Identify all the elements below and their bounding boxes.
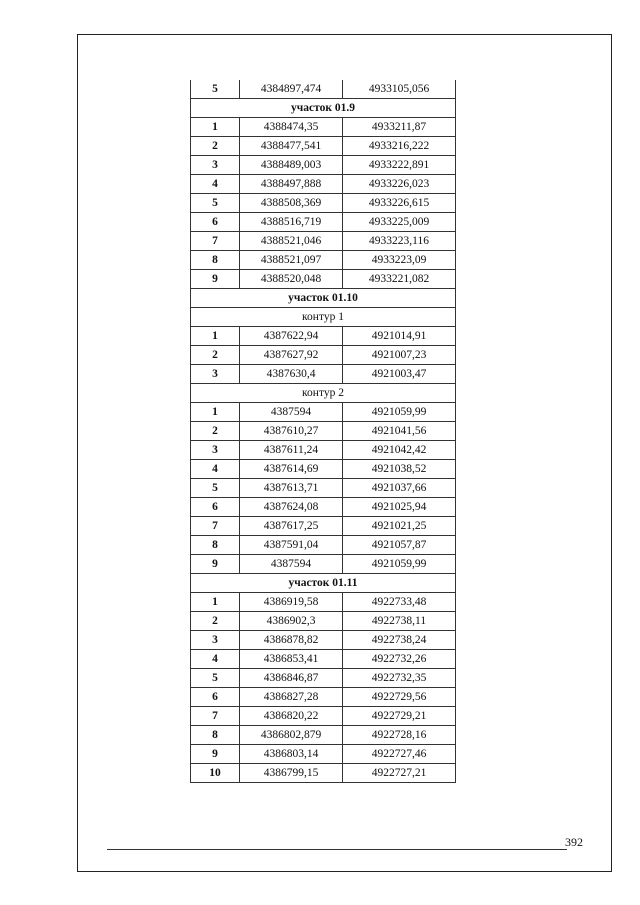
table-row	[191, 403, 456, 422]
point-number-cell: 2	[191, 612, 240, 631]
x-coordinate-cell: 4386802,879	[240, 726, 343, 745]
table-row	[191, 555, 456, 574]
y-coordinate-cell: 4921042,42	[343, 441, 456, 460]
point-number-cell: 1	[191, 327, 240, 346]
contour-title: контур 1	[191, 308, 456, 327]
point-number-cell: 7	[191, 517, 240, 536]
point-number-cell: 3	[191, 441, 240, 460]
table-row	[191, 213, 456, 232]
y-coordinate-cell: 4922733,48	[343, 593, 456, 612]
y-coordinate-cell: 4922738,11	[343, 612, 456, 631]
section-header-row	[191, 574, 456, 593]
contour-title: контур 2	[191, 384, 456, 403]
section-header-row	[191, 289, 456, 308]
point-number-cell: 5	[191, 194, 240, 213]
x-coordinate-cell: 4388497,888	[240, 175, 343, 194]
table-row	[191, 460, 456, 479]
y-coordinate-cell: 4933223,09	[343, 251, 456, 270]
section-title: участок 01.9	[191, 99, 456, 118]
y-coordinate-cell: 4922727,46	[343, 745, 456, 764]
section-header-row	[191, 99, 456, 118]
point-number-cell: 7	[191, 232, 240, 251]
x-coordinate-cell: 4387611,24	[240, 441, 343, 460]
x-coordinate-cell: 4388474,35	[240, 118, 343, 137]
y-coordinate-cell: 4933105,056	[343, 80, 456, 99]
table-row	[191, 479, 456, 498]
table-row	[191, 517, 456, 536]
x-coordinate-cell: 4388489,003	[240, 156, 343, 175]
x-coordinate-cell: 4387613,71	[240, 479, 343, 498]
x-coordinate-cell: 4387614,69	[240, 460, 343, 479]
x-coordinate-cell: 4384897,474	[240, 80, 343, 99]
point-number-cell: 3	[191, 365, 240, 384]
table-row	[191, 156, 456, 175]
table-row	[191, 650, 456, 669]
x-coordinate-cell: 4388508,369	[240, 194, 343, 213]
table-row	[191, 194, 456, 213]
table-row	[191, 612, 456, 631]
x-coordinate-cell: 4386820,22	[240, 707, 343, 726]
y-coordinate-cell: 4921003,47	[343, 365, 456, 384]
point-number-cell: 6	[191, 498, 240, 517]
point-number-cell: 1	[191, 403, 240, 422]
point-number-cell: 5	[191, 80, 240, 99]
y-coordinate-cell: 4921041,56	[343, 422, 456, 441]
x-coordinate-cell: 4387627,92	[240, 346, 343, 365]
x-coordinate-cell: 4388520,048	[240, 270, 343, 289]
contour-header-row	[191, 384, 456, 403]
table-row	[191, 536, 456, 555]
table-row	[191, 327, 456, 346]
x-coordinate-cell: 4387622,94	[240, 327, 343, 346]
y-coordinate-cell: 4922732,35	[343, 669, 456, 688]
x-coordinate-cell: 4387594	[240, 403, 343, 422]
x-coordinate-cell: 4387594	[240, 555, 343, 574]
table-row	[191, 631, 456, 650]
x-coordinate-cell: 4386853,41	[240, 650, 343, 669]
point-number-cell: 6	[191, 688, 240, 707]
y-coordinate-cell: 4921014,91	[343, 327, 456, 346]
section-title: участок 01.10	[191, 289, 456, 308]
x-coordinate-cell: 4386902,3	[240, 612, 343, 631]
point-number-cell: 9	[191, 270, 240, 289]
x-coordinate-cell: 4386878,82	[240, 631, 343, 650]
point-number-cell: 6	[191, 213, 240, 232]
y-coordinate-cell: 4933211,87	[343, 118, 456, 137]
point-number-cell: 5	[191, 479, 240, 498]
table-row	[191, 726, 456, 745]
footer-rule	[107, 849, 567, 850]
point-number-cell: 4	[191, 175, 240, 194]
y-coordinate-cell: 4921059,99	[343, 403, 456, 422]
y-coordinate-cell: 4933226,615	[343, 194, 456, 213]
y-coordinate-cell: 4933223,116	[343, 232, 456, 251]
table-row	[191, 593, 456, 612]
y-coordinate-cell: 4922727,21	[343, 764, 456, 783]
table-row	[191, 232, 456, 251]
x-coordinate-cell: 4386799,15	[240, 764, 343, 783]
x-coordinate-cell: 4386803,14	[240, 745, 343, 764]
table-row	[191, 175, 456, 194]
point-number-cell: 1	[191, 118, 240, 137]
table-row	[191, 669, 456, 688]
table-row	[191, 251, 456, 270]
y-coordinate-cell: 4933216,222	[343, 137, 456, 156]
table-row	[191, 688, 456, 707]
section-title: участок 01.11	[191, 574, 456, 593]
table-row	[191, 441, 456, 460]
contour-header-row	[191, 308, 456, 327]
y-coordinate-cell: 4921021,25	[343, 517, 456, 536]
point-number-cell: 10	[191, 764, 240, 783]
y-coordinate-cell: 4921025,94	[343, 498, 456, 517]
table-row	[191, 764, 456, 783]
point-number-cell: 8	[191, 726, 240, 745]
table-row	[191, 118, 456, 137]
point-number-cell: 4	[191, 460, 240, 479]
y-coordinate-cell: 4922729,21	[343, 707, 456, 726]
point-number-cell: 3	[191, 631, 240, 650]
point-number-cell: 3	[191, 156, 240, 175]
y-coordinate-cell: 4933226,023	[343, 175, 456, 194]
y-coordinate-cell: 4921057,87	[343, 536, 456, 555]
y-coordinate-cell: 4922729,56	[343, 688, 456, 707]
x-coordinate-cell: 4388521,046	[240, 232, 343, 251]
x-coordinate-cell: 4388516,719	[240, 213, 343, 232]
y-coordinate-cell: 4922728,16	[343, 726, 456, 745]
point-number-cell: 8	[191, 251, 240, 270]
table-row	[191, 498, 456, 517]
y-coordinate-cell: 4921038,52	[343, 460, 456, 479]
table-row	[191, 365, 456, 384]
y-coordinate-cell: 4933222,891	[343, 156, 456, 175]
table-row	[191, 270, 456, 289]
x-coordinate-cell: 4388521,097	[240, 251, 343, 270]
y-coordinate-cell: 4922732,26	[343, 650, 456, 669]
x-coordinate-cell: 4386846,87	[240, 669, 343, 688]
y-coordinate-cell: 4921059,99	[343, 555, 456, 574]
page-number: 392	[565, 835, 583, 849]
y-coordinate-cell: 4921037,66	[343, 479, 456, 498]
table-row	[191, 745, 456, 764]
y-coordinate-cell: 4922738,24	[343, 631, 456, 650]
x-coordinate-cell: 4387624,08	[240, 498, 343, 517]
point-number-cell: 9	[191, 555, 240, 574]
point-number-cell: 2	[191, 422, 240, 441]
point-number-cell: 5	[191, 669, 240, 688]
table-row	[191, 422, 456, 441]
point-number-cell: 2	[191, 137, 240, 156]
coordinates-table	[190, 80, 456, 783]
x-coordinate-cell: 4387617,25	[240, 517, 343, 536]
table-row	[191, 80, 456, 99]
y-coordinate-cell: 4921007,23	[343, 346, 456, 365]
x-coordinate-cell: 4386919,58	[240, 593, 343, 612]
table-row	[191, 346, 456, 365]
point-number-cell: 9	[191, 745, 240, 764]
x-coordinate-cell: 4388477,541	[240, 137, 343, 156]
point-number-cell: 7	[191, 707, 240, 726]
y-coordinate-cell: 4933221,082	[343, 270, 456, 289]
x-coordinate-cell: 4387591,04	[240, 536, 343, 555]
x-coordinate-cell: 4387630,4	[240, 365, 343, 384]
table-row	[191, 707, 456, 726]
table-row	[191, 137, 456, 156]
y-coordinate-cell: 4933225,009	[343, 213, 456, 232]
x-coordinate-cell: 4386827,28	[240, 688, 343, 707]
x-coordinate-cell: 4387610,27	[240, 422, 343, 441]
point-number-cell: 8	[191, 536, 240, 555]
point-number-cell: 4	[191, 650, 240, 669]
point-number-cell: 2	[191, 346, 240, 365]
point-number-cell: 1	[191, 593, 240, 612]
coordinates-table-body	[191, 80, 456, 783]
